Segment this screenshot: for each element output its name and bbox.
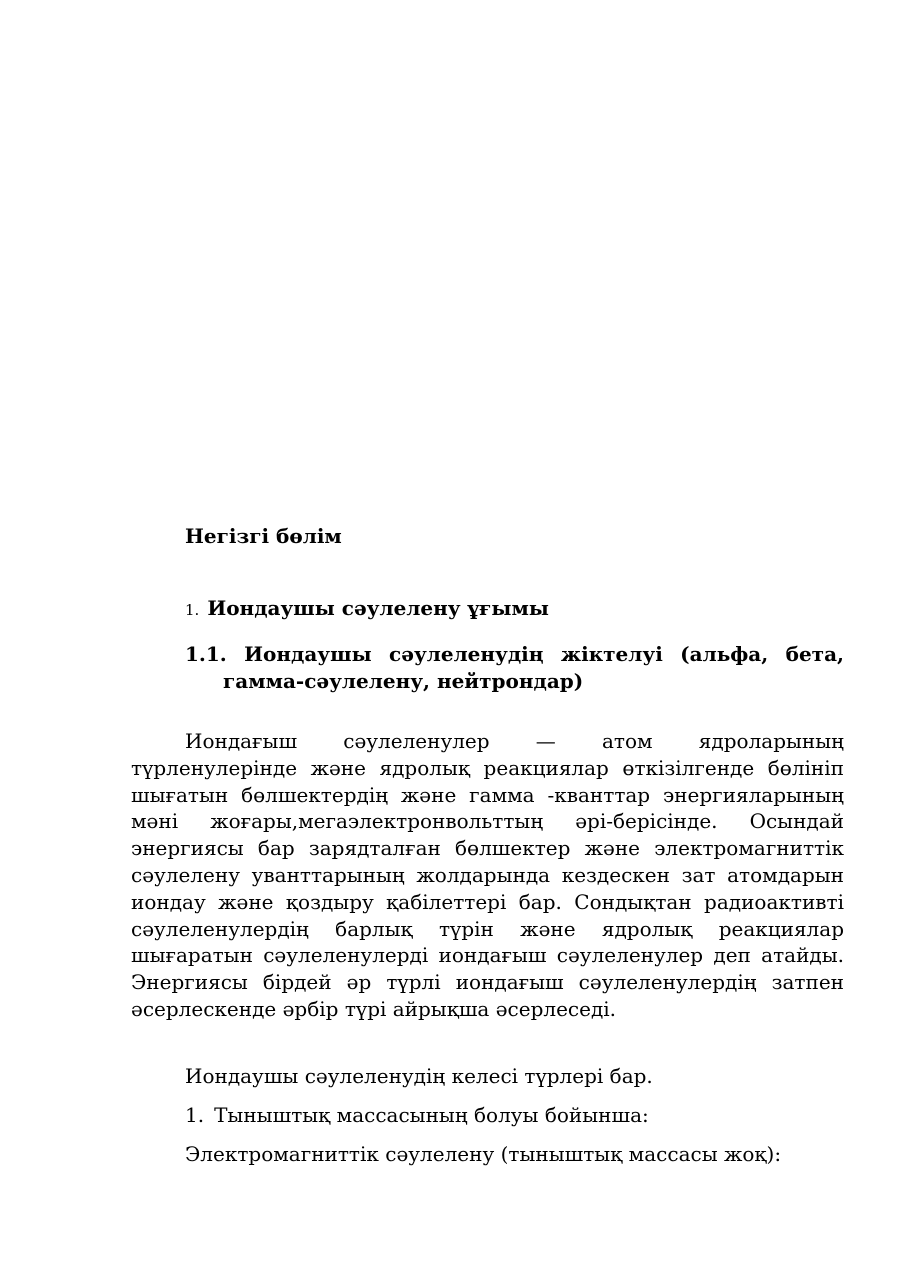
section-heading	[185, 595, 549, 623]
subsection-heading	[185, 641, 844, 695]
body-paragraph: Иондағыш сәулеленулер — атом ядроларының түрленулерінде және ядролық реакциялар өткізілгенде бөлініп шығатын бөлшектердің және гамма -кванттар энергияларының мәні жоғары,мегаэлектронвольттың әрі-берісінде. Осындай энергиясы бар зарядталған бөлшектер және электромагниттік сәулелену уванттарының жолдарында кездескен зат атомдарын иондау және қоздыру қабілеттері бар. Сондықтан радиоактивті сәулеленулердің барлық түрін және ядролық реакциялар шығаратын сәулеленулерді иондағыш сәулеленулер деп атайды. Энергиясы бірдей әр түрлі иондағыш сәулеленулердің затпен әсерлескенде әрбір түрі айрықша әсерлеседі.	[131, 729, 844, 1021]
list-item-number: 1.	[185, 1103, 205, 1127]
electromagnetic-line: Электромагниттік сәулелену (тыныштық массасы жоқ):	[185, 1142, 782, 1166]
section-number: 1.	[185, 601, 200, 619]
list-item	[185, 1102, 649, 1128]
subsection-title-line1: 1.1. Иондаушы сәулеленудің жіктелуі (альфа, бета,	[185, 642, 844, 666]
main-heading: Негізгі бөлім	[185, 524, 342, 548]
types-intro: Иондаушы сәулеленудің келесі түрлері бар.	[185, 1064, 653, 1088]
section-title: Иондаушы сәулелену ұғымы	[207, 596, 549, 620]
list-item-text: Тыныштық массасының болуы бойынша:	[214, 1103, 649, 1127]
subsection-title-line2: гамма-сәулелену, нейтрондар)	[223, 669, 584, 693]
